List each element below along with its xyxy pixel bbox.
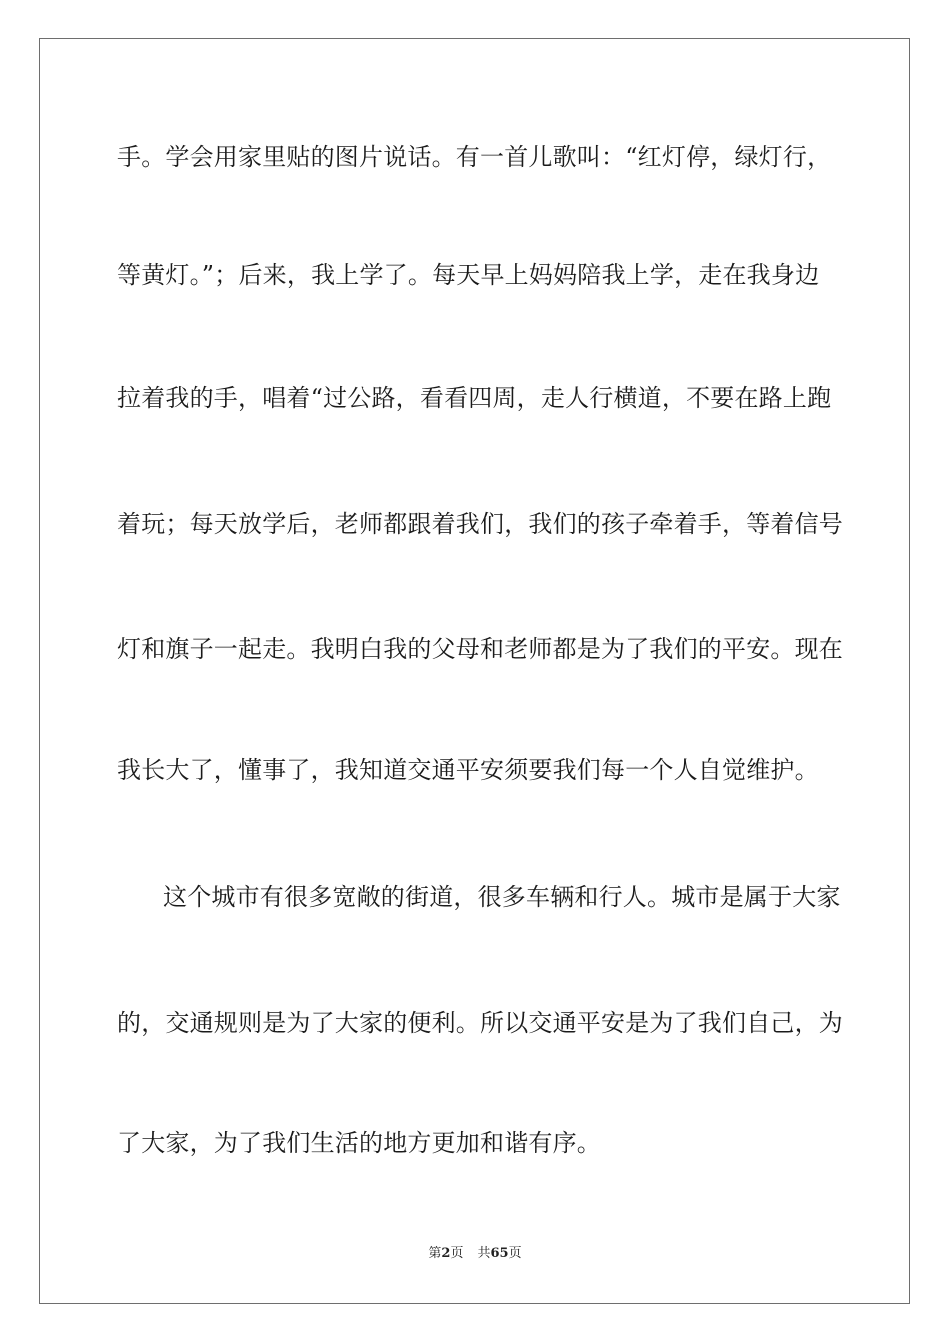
body-text-line-6: 我长大了，懂事了，我知道交通平安须要我们每一个人自觉维护。	[117, 756, 819, 784]
total-pages-label: 共65页	[477, 1246, 522, 1261]
page-number-label: 第2页	[428, 1246, 464, 1261]
body-text-line-5: 灯和旗子一起走。我明白我的父母和老师都是为了我们的平安。现在	[117, 635, 843, 663]
body-text-line-1: 手。学会用家里贴的图片说话。有一首儿歌叫：“红灯停，绿灯行，	[117, 143, 832, 171]
page-border	[39, 38, 910, 1304]
body-text-line-4: 着玩；每天放学后，老师都跟着我们，我们的孩子牵着手，等着信号	[117, 510, 843, 538]
body-text-line-9: 了大家，为了我们生活的地方更加和谐有序。	[117, 1129, 601, 1157]
body-text-line-7: 这个城市有很多宽敞的街道，很多车辆和行人。城市是属于大家	[163, 883, 841, 911]
page-footer	[0, 1245, 950, 1263]
body-text-line-3: 拉着我的手，唱着“过公路，看看四周，走人行横道，不要在路上跑	[117, 384, 832, 412]
body-text-line-2: 等黄灯。”；后来，我上学了。每天早上妈妈陪我上学，走在我身边	[117, 261, 820, 289]
body-text-line-8: 的，交通规则是为了大家的便利。所以交通平安是为了我们自己，为	[117, 1009, 843, 1037]
